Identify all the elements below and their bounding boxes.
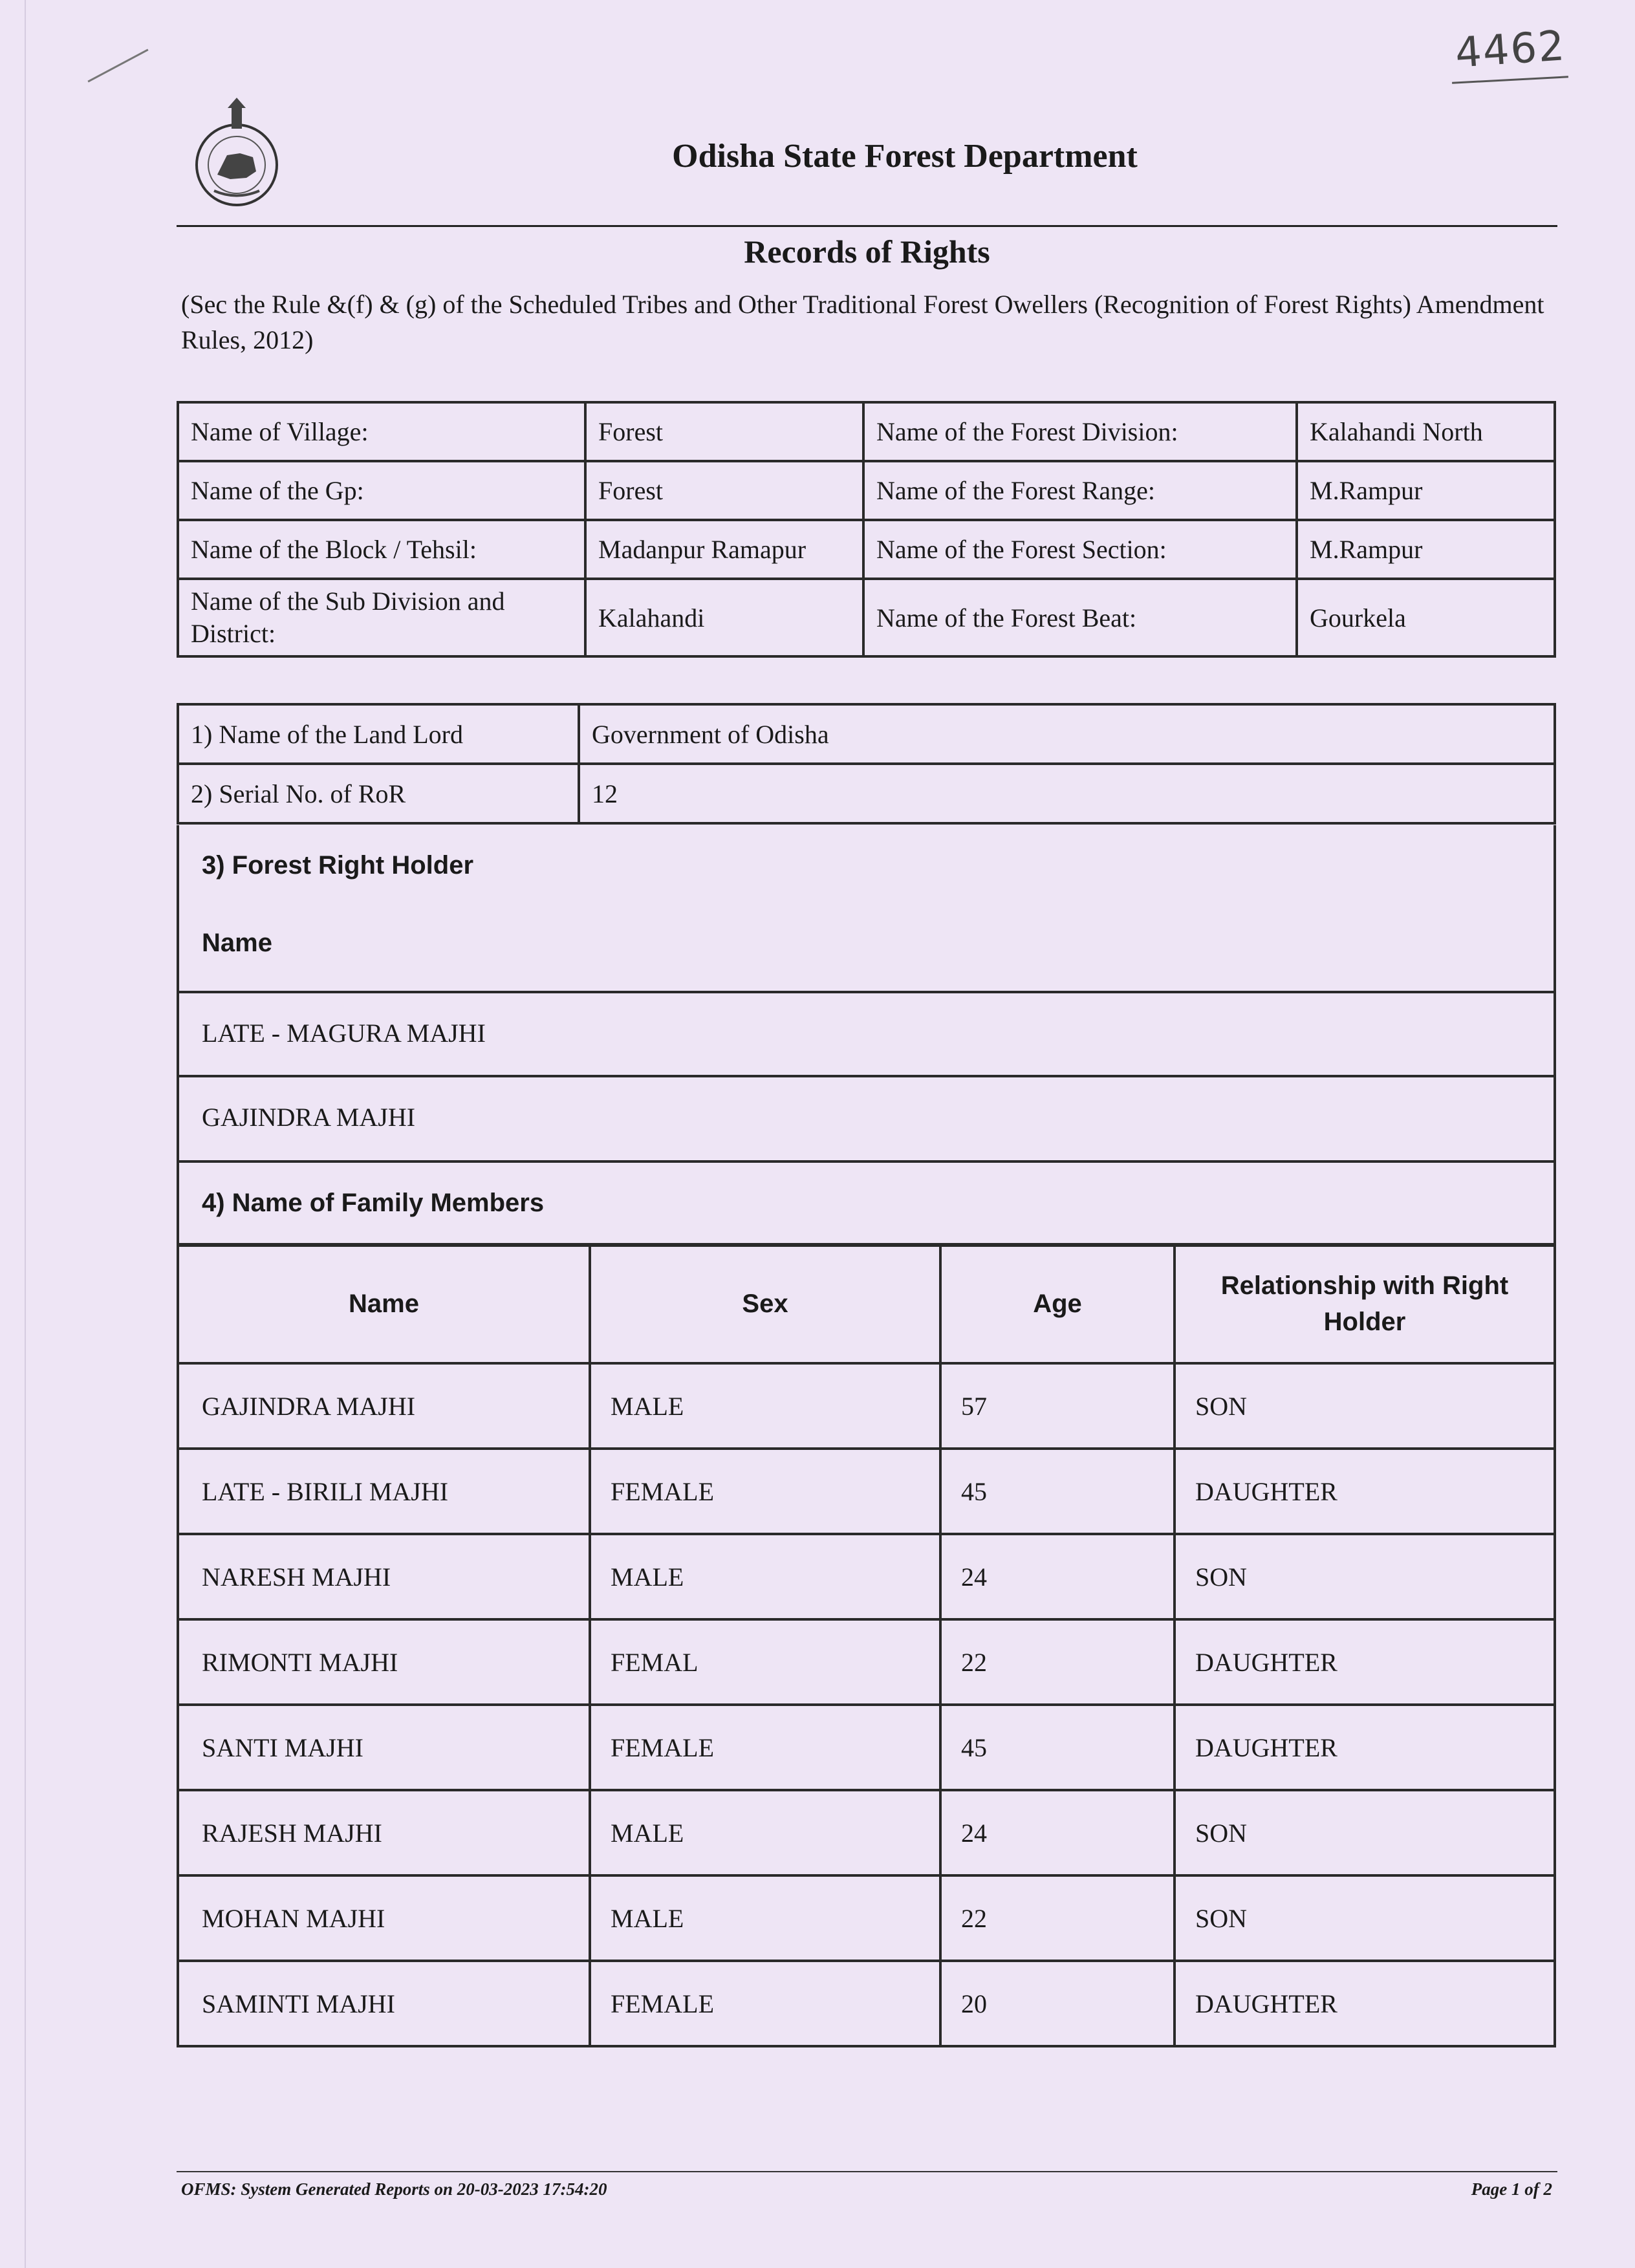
header-divider — [177, 225, 1557, 227]
holder-section — [177, 825, 1556, 993]
table-row — [178, 1705, 1555, 1790]
member-relationship: SON — [1175, 1790, 1555, 1875]
location-table — [177, 401, 1556, 658]
handwritten-underline — [1452, 76, 1568, 83]
member-relationship: DAUGHTER — [1175, 1705, 1555, 1790]
member-age: 45 — [940, 1449, 1175, 1534]
member-sex: MALE — [590, 1363, 940, 1449]
member-name: RIMONTI MAJHI — [178, 1619, 590, 1705]
member-age: 45 — [940, 1705, 1175, 1790]
holder-row — [177, 1077, 1556, 1163]
member-age: 24 — [940, 1790, 1175, 1875]
table-row — [178, 1961, 1555, 2046]
holder-name: GAJINDRA MAJHI — [202, 1103, 416, 1132]
holder-row — [177, 993, 1556, 1077]
footer-page-number: Page 1 of 2 — [1471, 2179, 1552, 2199]
page-edge — [25, 0, 26, 2268]
member-relationship: SON — [1175, 1875, 1555, 1961]
handwritten-note: 4462 — [1453, 22, 1568, 78]
gp-label: Name of the Gp: — [178, 461, 585, 520]
col-name-header: Name — [178, 1244, 590, 1363]
forest-section-label: Name of the Forest Section: — [863, 520, 1297, 579]
member-name: MOHAN MAJHI — [178, 1875, 590, 1961]
holder-name: LATE - MAGURA MAJHI — [202, 1019, 486, 1048]
subdivision-value: Kalahandi — [585, 579, 863, 656]
block-value: Madanpur Ramapur — [585, 520, 863, 579]
table-row — [178, 1534, 1555, 1619]
holder-name-label: Name — [202, 929, 272, 957]
member-relationship: DAUGHTER — [1175, 1449, 1555, 1534]
village-value: Forest — [585, 402, 863, 461]
table-row — [178, 1449, 1555, 1534]
serial-label: 2) Serial No. of RoR — [178, 764, 579, 823]
forest-division-value: Kalahandi North — [1297, 402, 1555, 461]
member-age: 24 — [940, 1534, 1175, 1619]
member-relationship: SON — [1175, 1534, 1555, 1619]
land-table — [177, 703, 1556, 825]
subdivision-label: Name of the Sub Division and District: — [178, 579, 585, 656]
village-label: Name of Village: — [178, 402, 585, 461]
serial-value: 12 — [579, 764, 1555, 823]
forest-range-value: M.Rampur — [1297, 461, 1555, 520]
member-name: NARESH MAJHI — [178, 1534, 590, 1619]
gp-value: Forest — [585, 461, 863, 520]
document-title: Records of Rights — [744, 233, 990, 270]
forest-section-value: M.Rampur — [1297, 520, 1555, 579]
table-row — [178, 1790, 1555, 1875]
member-sex: FEMALE — [590, 1449, 940, 1534]
forest-division-label: Name of the Forest Division: — [863, 402, 1297, 461]
table-row — [178, 1619, 1555, 1705]
member-name: LATE - BIRILI MAJHI — [178, 1449, 590, 1534]
member-age: 20 — [940, 1961, 1175, 2046]
member-age: 22 — [940, 1619, 1175, 1705]
family-header-row — [178, 1244, 1555, 1363]
member-name: GAJINDRA MAJHI — [178, 1363, 590, 1449]
footer-divider — [177, 2171, 1557, 2172]
holder-section-label: 3) Forest Right Holder — [202, 851, 474, 880]
forest-range-label: Name of the Forest Range: — [863, 461, 1297, 520]
member-sex: FEMALE — [590, 1961, 940, 2046]
forest-beat-value: Gourkela — [1297, 579, 1555, 656]
member-relationship: DAUGHTER — [1175, 1619, 1555, 1705]
landlord-value: Government of Odisha — [579, 704, 1555, 764]
member-name: SAMINTI MAJHI — [178, 1961, 590, 2046]
table-row — [178, 520, 1555, 579]
department-title: Odisha State Forest Department — [672, 138, 1138, 175]
col-sex-header: Sex — [590, 1244, 940, 1363]
table-row — [178, 461, 1555, 520]
member-sex: MALE — [590, 1534, 940, 1619]
col-age-header: Age — [940, 1244, 1175, 1363]
table-row — [178, 704, 1555, 764]
family-section-label: 4) Name of Family Members — [202, 1189, 545, 1217]
pen-mark — [87, 49, 148, 83]
family-section — [177, 1163, 1556, 1247]
member-relationship: DAUGHTER — [1175, 1961, 1555, 2046]
table-row — [178, 579, 1555, 656]
member-name: SANTI MAJHI — [178, 1705, 590, 1790]
block-label: Name of the Block / Tehsil: — [178, 520, 585, 579]
member-sex: FEMAL — [590, 1619, 940, 1705]
col-relationship-header: Relationship with Right Holder — [1175, 1244, 1555, 1363]
document-subtitle: (Sec the Rule &(f) & (g) of the Scheduled Tribes and Other Traditional Forest Owellers (Recognition of Forest Rights) Amendment Rules, 2012) — [181, 290, 1544, 354]
member-age: 57 — [940, 1363, 1175, 1449]
footer-generated-note: OFMS: System Generated Reports on 20-03-2023 17:54:20 — [181, 2179, 607, 2199]
table-row — [178, 1875, 1555, 1961]
member-sex: MALE — [590, 1790, 940, 1875]
landlord-label: 1) Name of the Land Lord — [178, 704, 579, 764]
member-relationship: SON — [1175, 1363, 1555, 1449]
member-sex: MALE — [590, 1875, 940, 1961]
member-age: 22 — [940, 1875, 1175, 1961]
member-sex: FEMALE — [590, 1705, 940, 1790]
table-row — [178, 402, 1555, 461]
member-name: RAJESH MAJHI — [178, 1790, 590, 1875]
forest-beat-label: Name of the Forest Beat: — [863, 579, 1297, 656]
table-row — [178, 1363, 1555, 1449]
family-table — [177, 1243, 1556, 2047]
table-row — [178, 764, 1555, 823]
